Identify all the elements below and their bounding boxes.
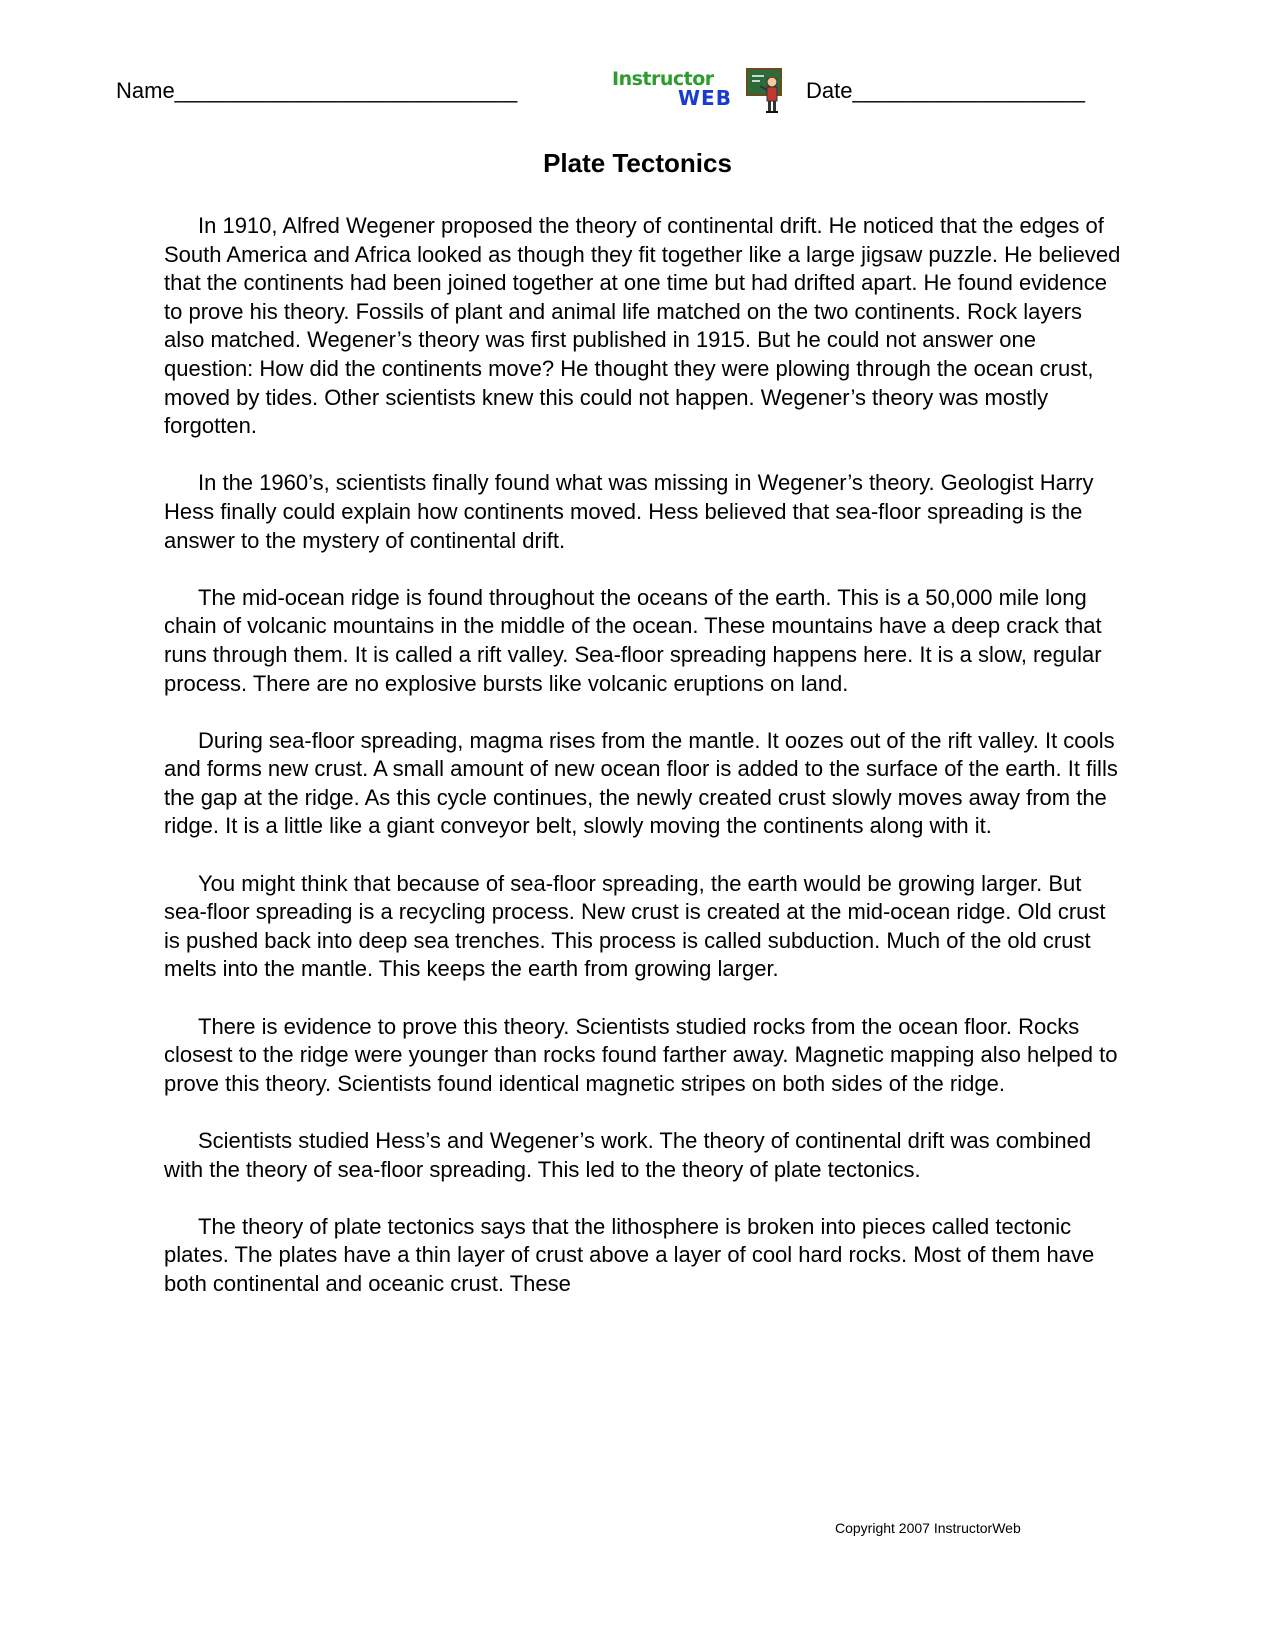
- paragraph: During sea-floor spreading, magma rises from the mantle. It oozes out of the rift valley. It cools and forms new crust. A small amount of new ocean floor is added to the surface of the earth. It fills the gap at the ridge. As this cycle continues, the newly created crust slowly moves away from the ridge. It is a little like a giant conveyor belt, slowly moving the continents along with it.: [164, 727, 1118, 839]
- instructorweb-logo: [612, 68, 792, 116]
- copyright-notice: Copyright 2007 InstructorWeb: [835, 1520, 1021, 1536]
- name-field-label: Name____________________________: [116, 78, 518, 103]
- logo-text-web: WEB: [678, 86, 732, 110]
- paragraph: You might think that because of sea-floor spreading, the earth would be growing larger. But sea-floor spreading is a recycling process. New crust is created at the mid-ocean ridge. Old crust is pushed back into deep sea trenches. This process is called subduction. Much of the old crust melts into the mantle. This keeps the earth from growing larger.: [164, 870, 1106, 982]
- paragraph: In the 1960’s, scientists finally found what was missing in Wegener’s theory. Geologist Harry Hess finally could explain how continents moved. Hess believed that sea-floor spreading is the answer to the mystery of continental drift.: [164, 470, 1094, 553]
- paragraph: The theory of plate tectonics says that the lithosphere is broken into pieces called tectonic plates. The plates have a thin layer of crust above a layer of cool hard rocks. Most of them have both continental and oceanic crust. These: [164, 1213, 1095, 1296]
- paragraph: In 1910, Alfred Wegener proposed the theory of continental drift. He noticed that the edges of South America and Africa looked as though they fit together like a large jigsaw puzzle. He believed that the continents had been joined together at one time but had drifted apart. He found evidence to prove his theory. Fossils of plant and animal life matched on the two continents. Rock layers also matched. Wegener’s theory was first published in 1915. But he could not answer one question: How did the continents move? He thought they were plowing through the ocean crust, moved by tides. Other scientists knew this could not happen. Wegener’s theory was mostly forgotten.: [164, 213, 1121, 439]
- article-body: [164, 212, 1124, 1327]
- page-title: Plate Tectonics: [543, 148, 732, 178]
- date-field-label: Date___________________: [806, 78, 1085, 103]
- logo-text-instructor: Instructor: [612, 68, 714, 90]
- worksheet-header: [116, 68, 1136, 118]
- paragraph: The mid-ocean ridge is found throughout the oceans of the earth. This is a 50,000 mile long chain of volcanic mountains in the middle of the ocean. These mountains have a deep crack that runs through them. It is called a rift valley. Sea-floor spreading happens here. It is a slow, regular process. There are no explosive bursts like volcanic eruptions on land.: [164, 584, 1102, 696]
- teacher-at-chalkboard-icon: [746, 68, 786, 114]
- paragraph: Scientists studied Hess’s and Wegener’s work. The theory of continental drift was combined with the theory of sea-floor spreading. This led to the theory of plate tectonics.: [164, 1128, 1092, 1182]
- paragraph: There is evidence to prove this theory. Scientists studied rocks from the ocean floor. Rocks closest to the ridge were younger than rocks found farther away. Magnetic mapping also helped to prove this theory. Scientists found identical magnetic stripes on both sides of the ridge.: [164, 1013, 1118, 1096]
